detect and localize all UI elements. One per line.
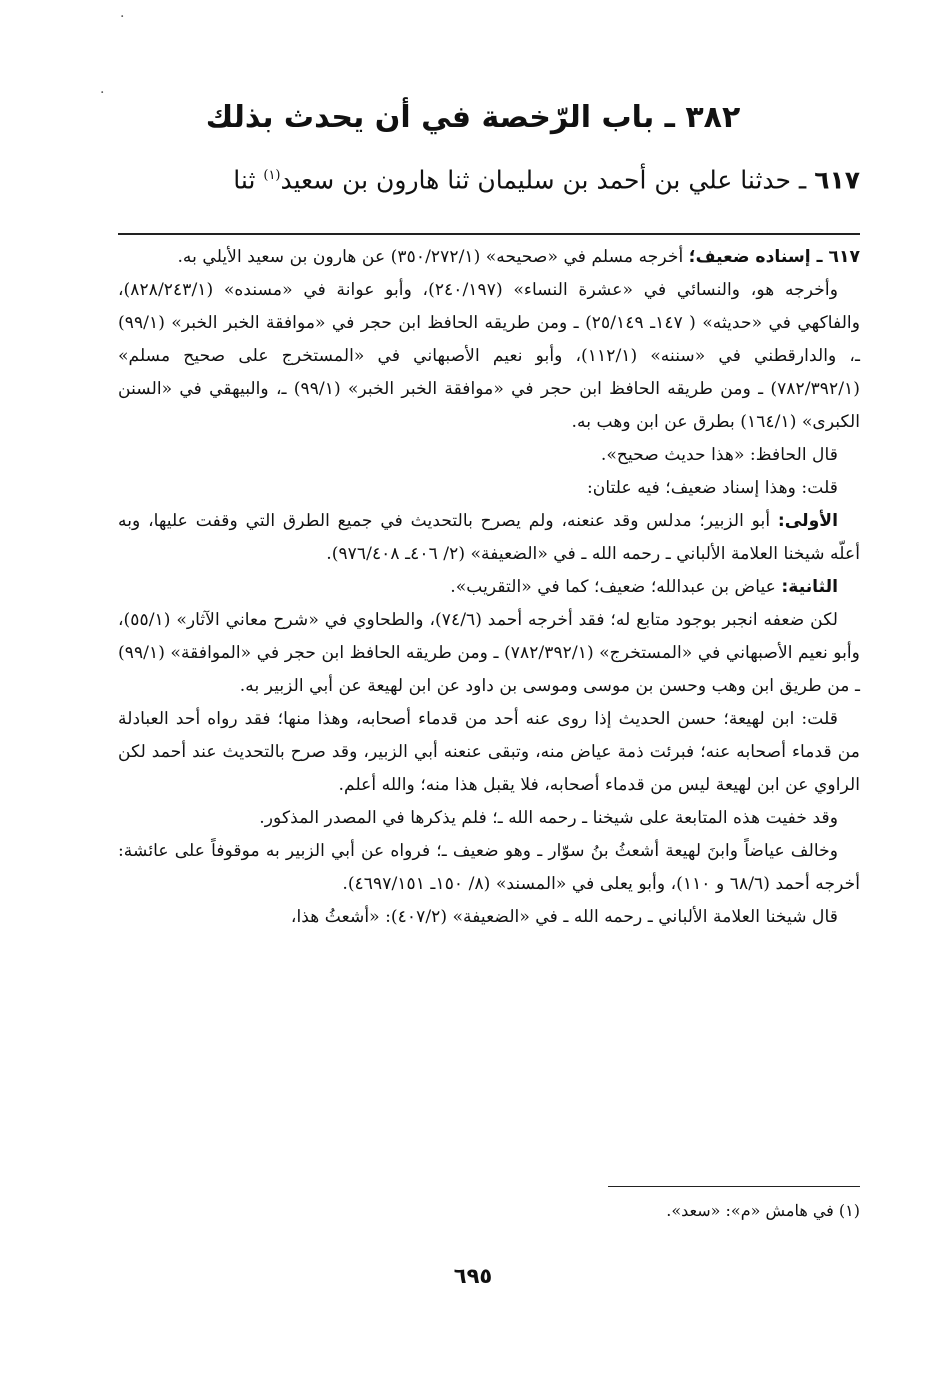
note-lead: الثانية: — [781, 577, 838, 597]
hadith-number: ٦١٧ — [814, 165, 860, 195]
note-paragraph: قال شيخنا العلامة الألباني ـ رحمه الله ـ في «الضعيفة» (٤٠٧/٢): «أشعثُ هذا، — [290, 907, 838, 927]
note-lead: الأولى: — [777, 511, 838, 531]
note-paragraph: وقد خفيت هذه المتابعة على شيخنا ـ رحمه الله ـ؛ فلم يذكرها في المصدر المذكور. — [259, 808, 838, 828]
note-paragraph: وأخرجه هو، والنسائي في «عشرة النساء» (٢٤٠/١٩٧)، وأبو عوانة في «مسنده» (٨٢٨/٢٤٣/١)، والفاكهي في «حديثه» ( ١٤٧ـ ٢٥/١٤٩) ـ ومن طريقه الحافظ ابن حجر في «موافقة الخبر الخبر» (٩٩/١) ـ، والدارقطني في «سننه» (١١٢/١)، وأبو نعيم الأصبهاني في «المستخرج على صحيح مسلم» (٧٨٢/٣٩٢/١) ـ ومن طريقه الحافظ ابن حجر في «موافقة الخبر الخبر» (٩٩/١) ـ، والبيهقي في «السنن الكبرى» (١٦٤/١) بطرق عن ابن وهب به. — [118, 280, 861, 432]
scan-speck: · — [120, 9, 125, 25]
note-paragraph: لكن ضعفه انجبر بوجود متابع له؛ فقد أخرجه أحمد (٧٤/٦)، والطحاوي في «شرح معاني الآثار» (٥٥/١)، وأبو نعيم الأصبهاني في «المستخرج» (٧٨٢/٣٩٢/١) ـ ومن طريقه الحافظ ابن حجر في «الموافقة» (٩٩/١) ـ من طريق ابن وهب وحسن بن موسى وموسى بن داود عن ابن لهيعة عن أبي الزبير به. — [118, 610, 860, 696]
footnote: (١) في هامش «م»: «سعد». — [666, 1201, 860, 1220]
section-divider — [118, 233, 860, 235]
footnote-divider — [608, 1186, 860, 1187]
hadith-chain-tail: ثنا — [233, 165, 264, 195]
scan-speck: · — [100, 85, 105, 101]
note-paragraph: قلت: وهذا إسناد ضعيف؛ فيه علتان: — [586, 478, 838, 498]
note-paragraph: الثانية: عياض بن عبدالله؛ ضعيف؛ كما في «التقريب». — [450, 577, 838, 597]
note-paragraph: وخالف عياضاً وابنَ لهيعة أشعثُ بنُ سوّار ـ وهو ضعيف ـ؛ فرواه عن أبي الزبير به موقوفاً على عائشة: أخرجه أحمد (٦٨/٦ و ١١٠)، وأبو يعلى في «المسند» (٨/ ١٥٠ـ ٤٦٩٧/١٥١). — [118, 841, 860, 894]
footnote-mark[interactable]: (١) — [263, 168, 281, 183]
hadith-text — [96, 156, 860, 200]
note-paragraph: ٦١٧ ـ إسناده ضعيف؛ أخرجه مسلم في «صحيحه» (٣٥٠/٢٧٢/١) عن هارون بن سعيد الأيلي به. — [177, 247, 860, 267]
hadith-chain: ـ حدثنا علي بن أحمد بن سليمان ثنا هارون بن سعيد — [280, 165, 807, 195]
note-paragraph: قال الحافظ: «هذا حديث صحيح». — [600, 445, 838, 465]
commentary — [118, 241, 860, 934]
note-lead: ٦١٧ ـ إسناده ضعيف؛ — [688, 247, 860, 267]
note-paragraph: الأولى: أبو الزبير؛ مدلس وقد عنعنه، ولم يصرح بالتحديث في جميع الطرق التي وقفت عليها، وبه أعلّه شيخنا العلامة الألباني ـ رحمه الله ـ في «الضعيفة» (٢/ ٤٠٦ـ ٩٧٦/٤٠٨). — [118, 511, 860, 564]
chapter-title: ٣٨٢ ـ باب الرّخصة في أن يحدث بذلك — [205, 100, 741, 135]
page-number: ٦٩٥ — [453, 1264, 493, 1288]
note-paragraph: قلت: ابن لهيعة؛ حسن الحديث إذا روى عنه أحد من قدماء أصحابه، وهذا منها؛ فقد رواه أحد العبادلة من قدماء أصحابه عنه؛ فبرئت ذمة عياض منه، وتبقى عنعنه أبي الزبير، وقد صرح بالتحديث عند أحمد لكن الراوي عن ابن لهيعة ليس من قدماء أصحابه، فلا يقبل هذا منه؛ والله أعلم. — [118, 709, 860, 795]
